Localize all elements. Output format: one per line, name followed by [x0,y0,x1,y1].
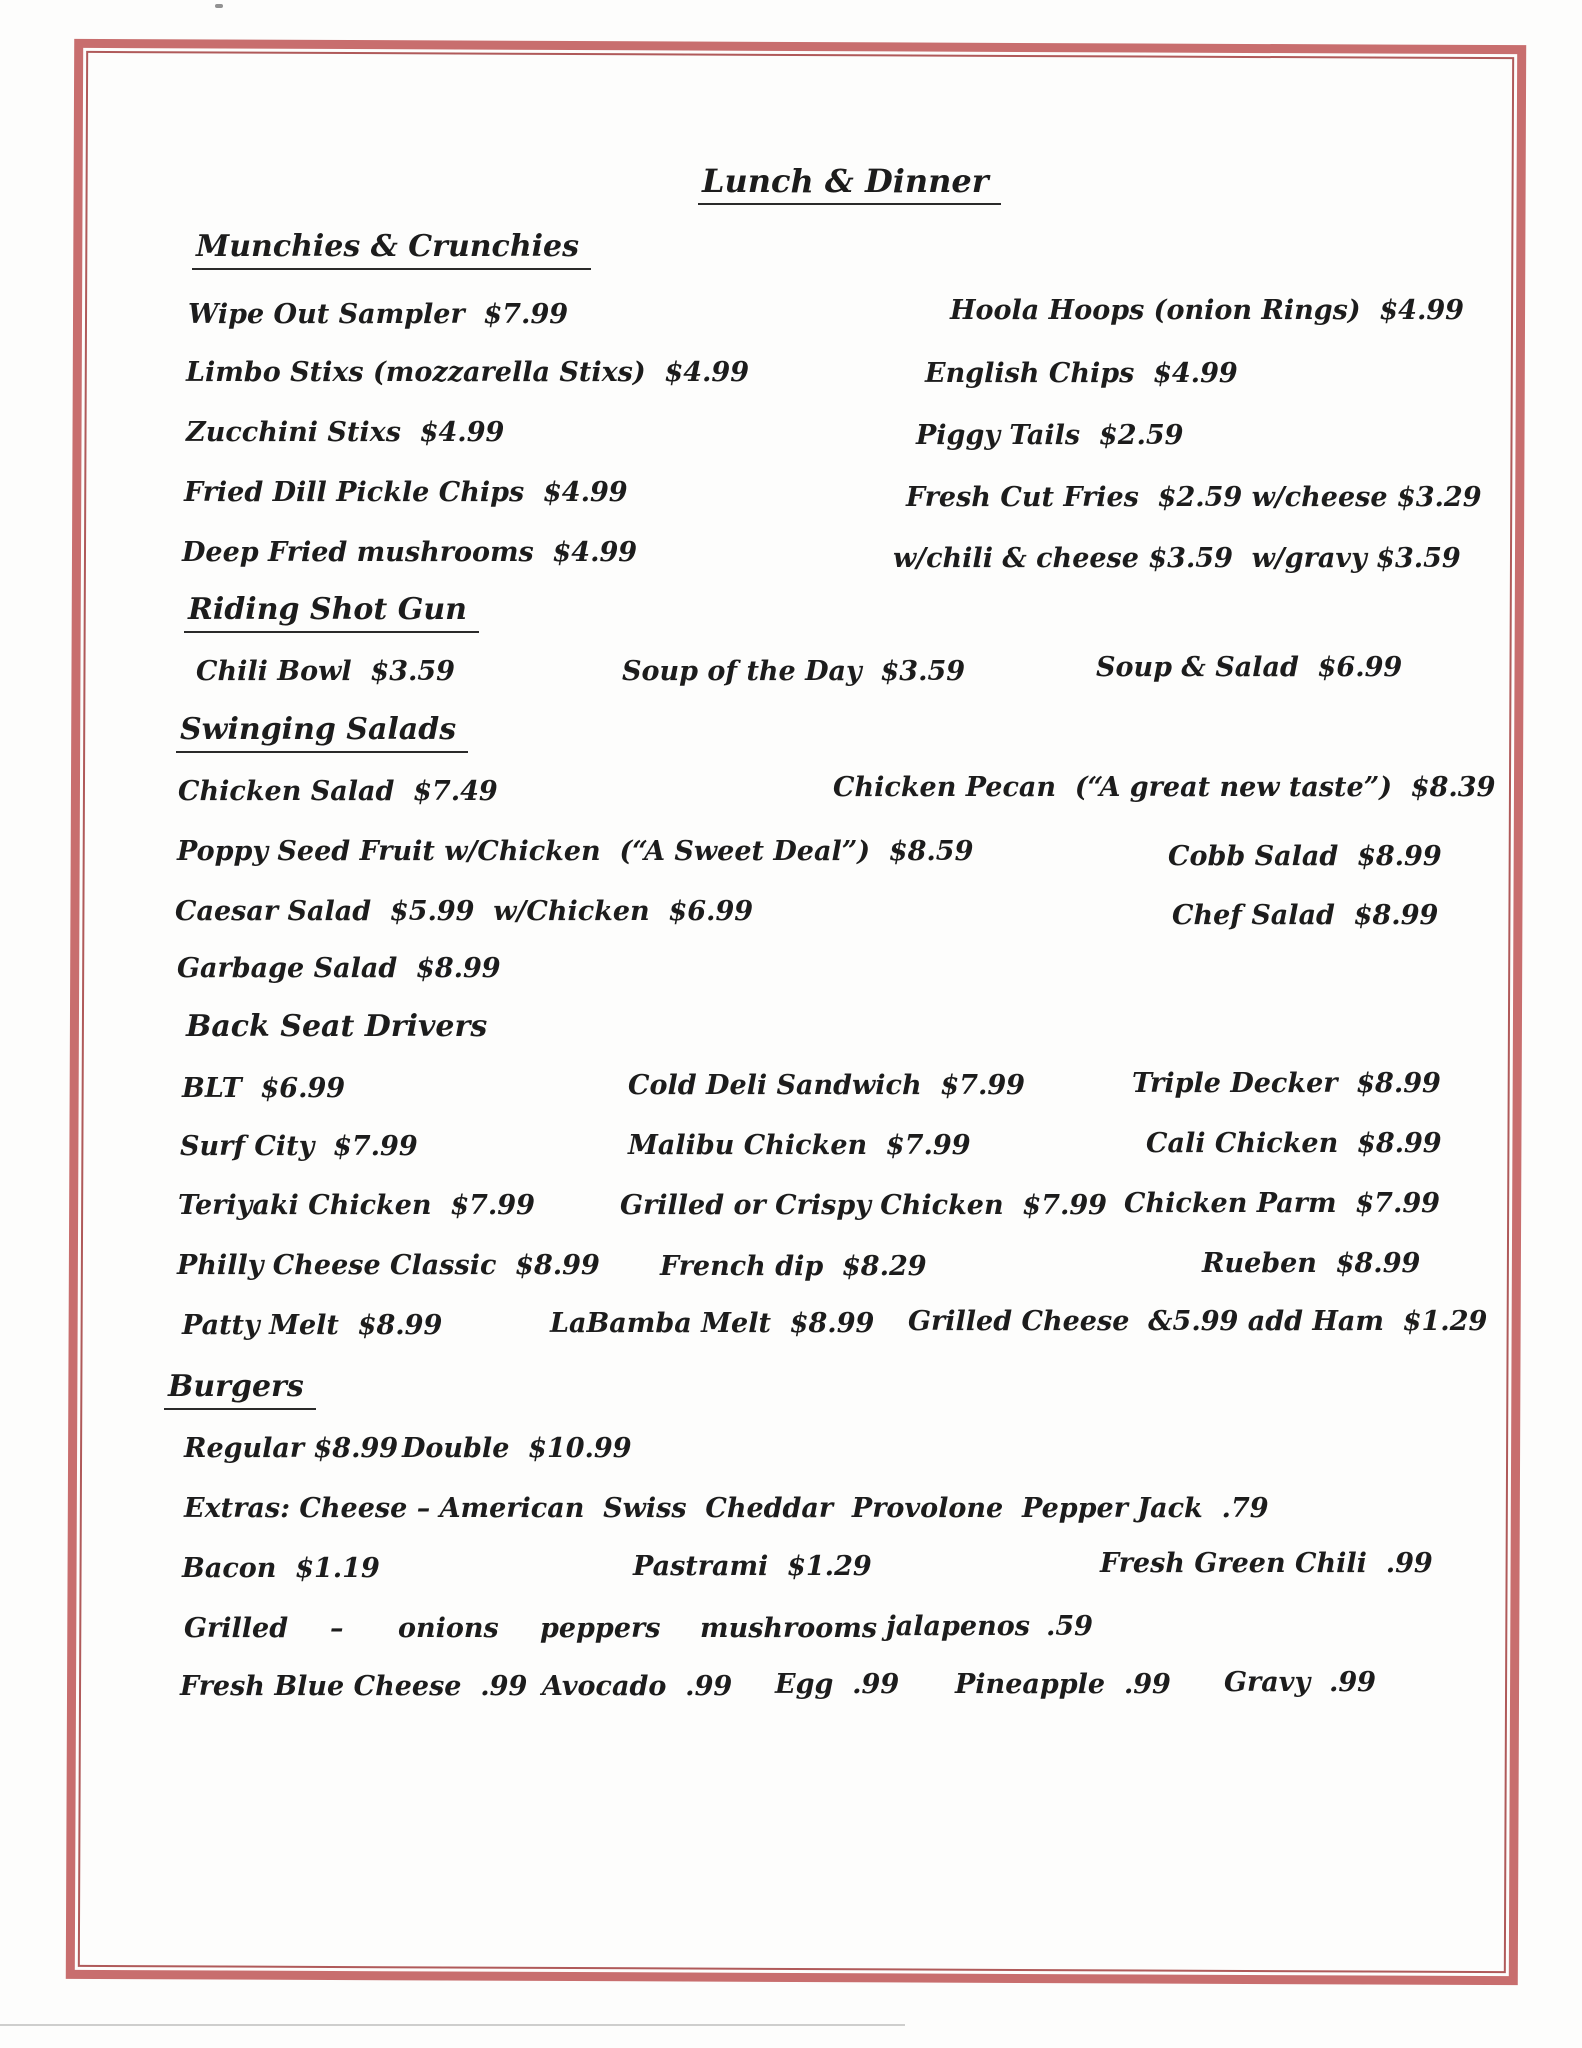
menu-item: peppers [540,1613,661,1644]
menu-item: Soup & Salad $6.99 [1096,652,1403,683]
menu-item: BLT $6.99 [182,1073,346,1104]
menu-item: Egg .99 [775,1669,900,1700]
menu-item: Extras: Cheese – American Swiss Cheddar Provolone Pepper Jack .79 [184,1493,1269,1524]
menu-item: onions [398,1613,499,1644]
section-heading-swinging-salads: Swinging Salads [176,713,468,753]
menu-item: Chicken Salad $7.49 [178,776,498,807]
menu-item: Gravy .99 [1224,1667,1376,1698]
section-heading-munchies: Munchies & Crunchies [192,230,591,270]
menu-item: LaBamba Melt $8.99 [550,1308,875,1339]
menu-item: Wipe Out Sampler $7.99 [188,299,569,330]
menu-item: Double $10.99 [402,1433,632,1464]
menu-item: Teriyaki Chicken $7.99 [178,1190,535,1221]
menu-item: Poppy Seed Fruit w/Chicken (“A Sweet Deal”) $8.59 [177,836,974,867]
menu-item: Patty Melt $8.99 [182,1310,443,1341]
menu-item: Regular $8.99 [184,1433,399,1464]
menu-item: .59 [1046,1611,1093,1642]
menu-item: Cali Chicken $8.99 [1146,1128,1442,1159]
menu-item: Zucchini Stixs $4.99 [186,417,505,448]
menu-item: Avocado .99 [542,1671,733,1702]
menu-item: Malibu Chicken $7.99 [628,1130,971,1161]
menu-item: Limbo Stixs (mozzarella Stixs) $4.99 [186,357,749,388]
menu-item: jalapenos [886,1611,1030,1642]
menu-item: Caesar Salad $5.99 w/Chicken $6.99 [175,896,754,927]
menu-item: Soup of the Day $3.59 [622,656,966,687]
scan-artifact-speck [215,4,223,8]
menu-item: English Chips $4.99 [925,358,1238,389]
menu-title: Lunch & Dinner [698,163,1001,205]
menu-item: Pineapple .99 [955,1669,1171,1700]
menu-item: Fresh Green Chili .99 [1100,1548,1433,1579]
menu-item: Cold Deli Sandwich $7.99 [628,1070,1025,1101]
menu-item: French dip $8.29 [660,1251,927,1282]
section-heading-burgers: Burgers [164,1370,316,1410]
menu-item: w/chili & cheese $3.59 w/gravy $3.59 [893,543,1461,574]
menu-item: Chili Bowl $3.59 [196,656,455,687]
section-heading-back-seat-drivers: Back Seat Drivers [186,1009,488,1044]
menu-item: Grilled Cheese &5.99 add Ham $1.29 [908,1306,1488,1337]
menu-item: Philly Cheese Classic $8.99 [177,1250,600,1281]
menu-item: Grilled or Crispy Chicken $7.99 [620,1190,1107,1221]
menu-item: mushrooms [700,1613,878,1644]
menu-item: Fried Dill Pickle Chips $4.99 [184,477,628,508]
menu-item: Chef Salad $8.99 [1172,900,1439,931]
menu-item: Garbage Salad $8.99 [177,953,501,984]
menu-item: Cobb Salad $8.99 [1168,841,1442,872]
menu-item: – [330,1613,344,1644]
menu-item: Fresh Cut Fries $2.59 w/cheese $3.29 [906,482,1482,513]
menu-item: Chicken Pecan (“A great new taste”) $8.39 [833,772,1496,803]
menu-item: Triple Decker $8.99 [1132,1068,1441,1099]
menu-item: Piggy Tails $2.59 [916,420,1184,451]
menu-item: Deep Fried mushrooms $4.99 [182,537,638,568]
menu-item: Chicken Parm $7.99 [1124,1188,1440,1219]
scan-artifact-line [0,2024,905,2026]
menu-item: Surf City $7.99 [180,1131,418,1162]
menu-item: Bacon $1.19 [182,1553,380,1584]
menu-item: Fresh Blue Cheese .99 [180,1671,528,1702]
menu-item: Hoola Hoops (onion Rings) $4.99 [950,295,1464,326]
section-heading-riding-shot-gun: Riding Shot Gun [184,593,479,633]
menu-item: Rueben $8.99 [1202,1248,1421,1279]
menu-item: Grilled [184,1613,289,1644]
menu-item: Pastrami $1.29 [633,1551,872,1582]
